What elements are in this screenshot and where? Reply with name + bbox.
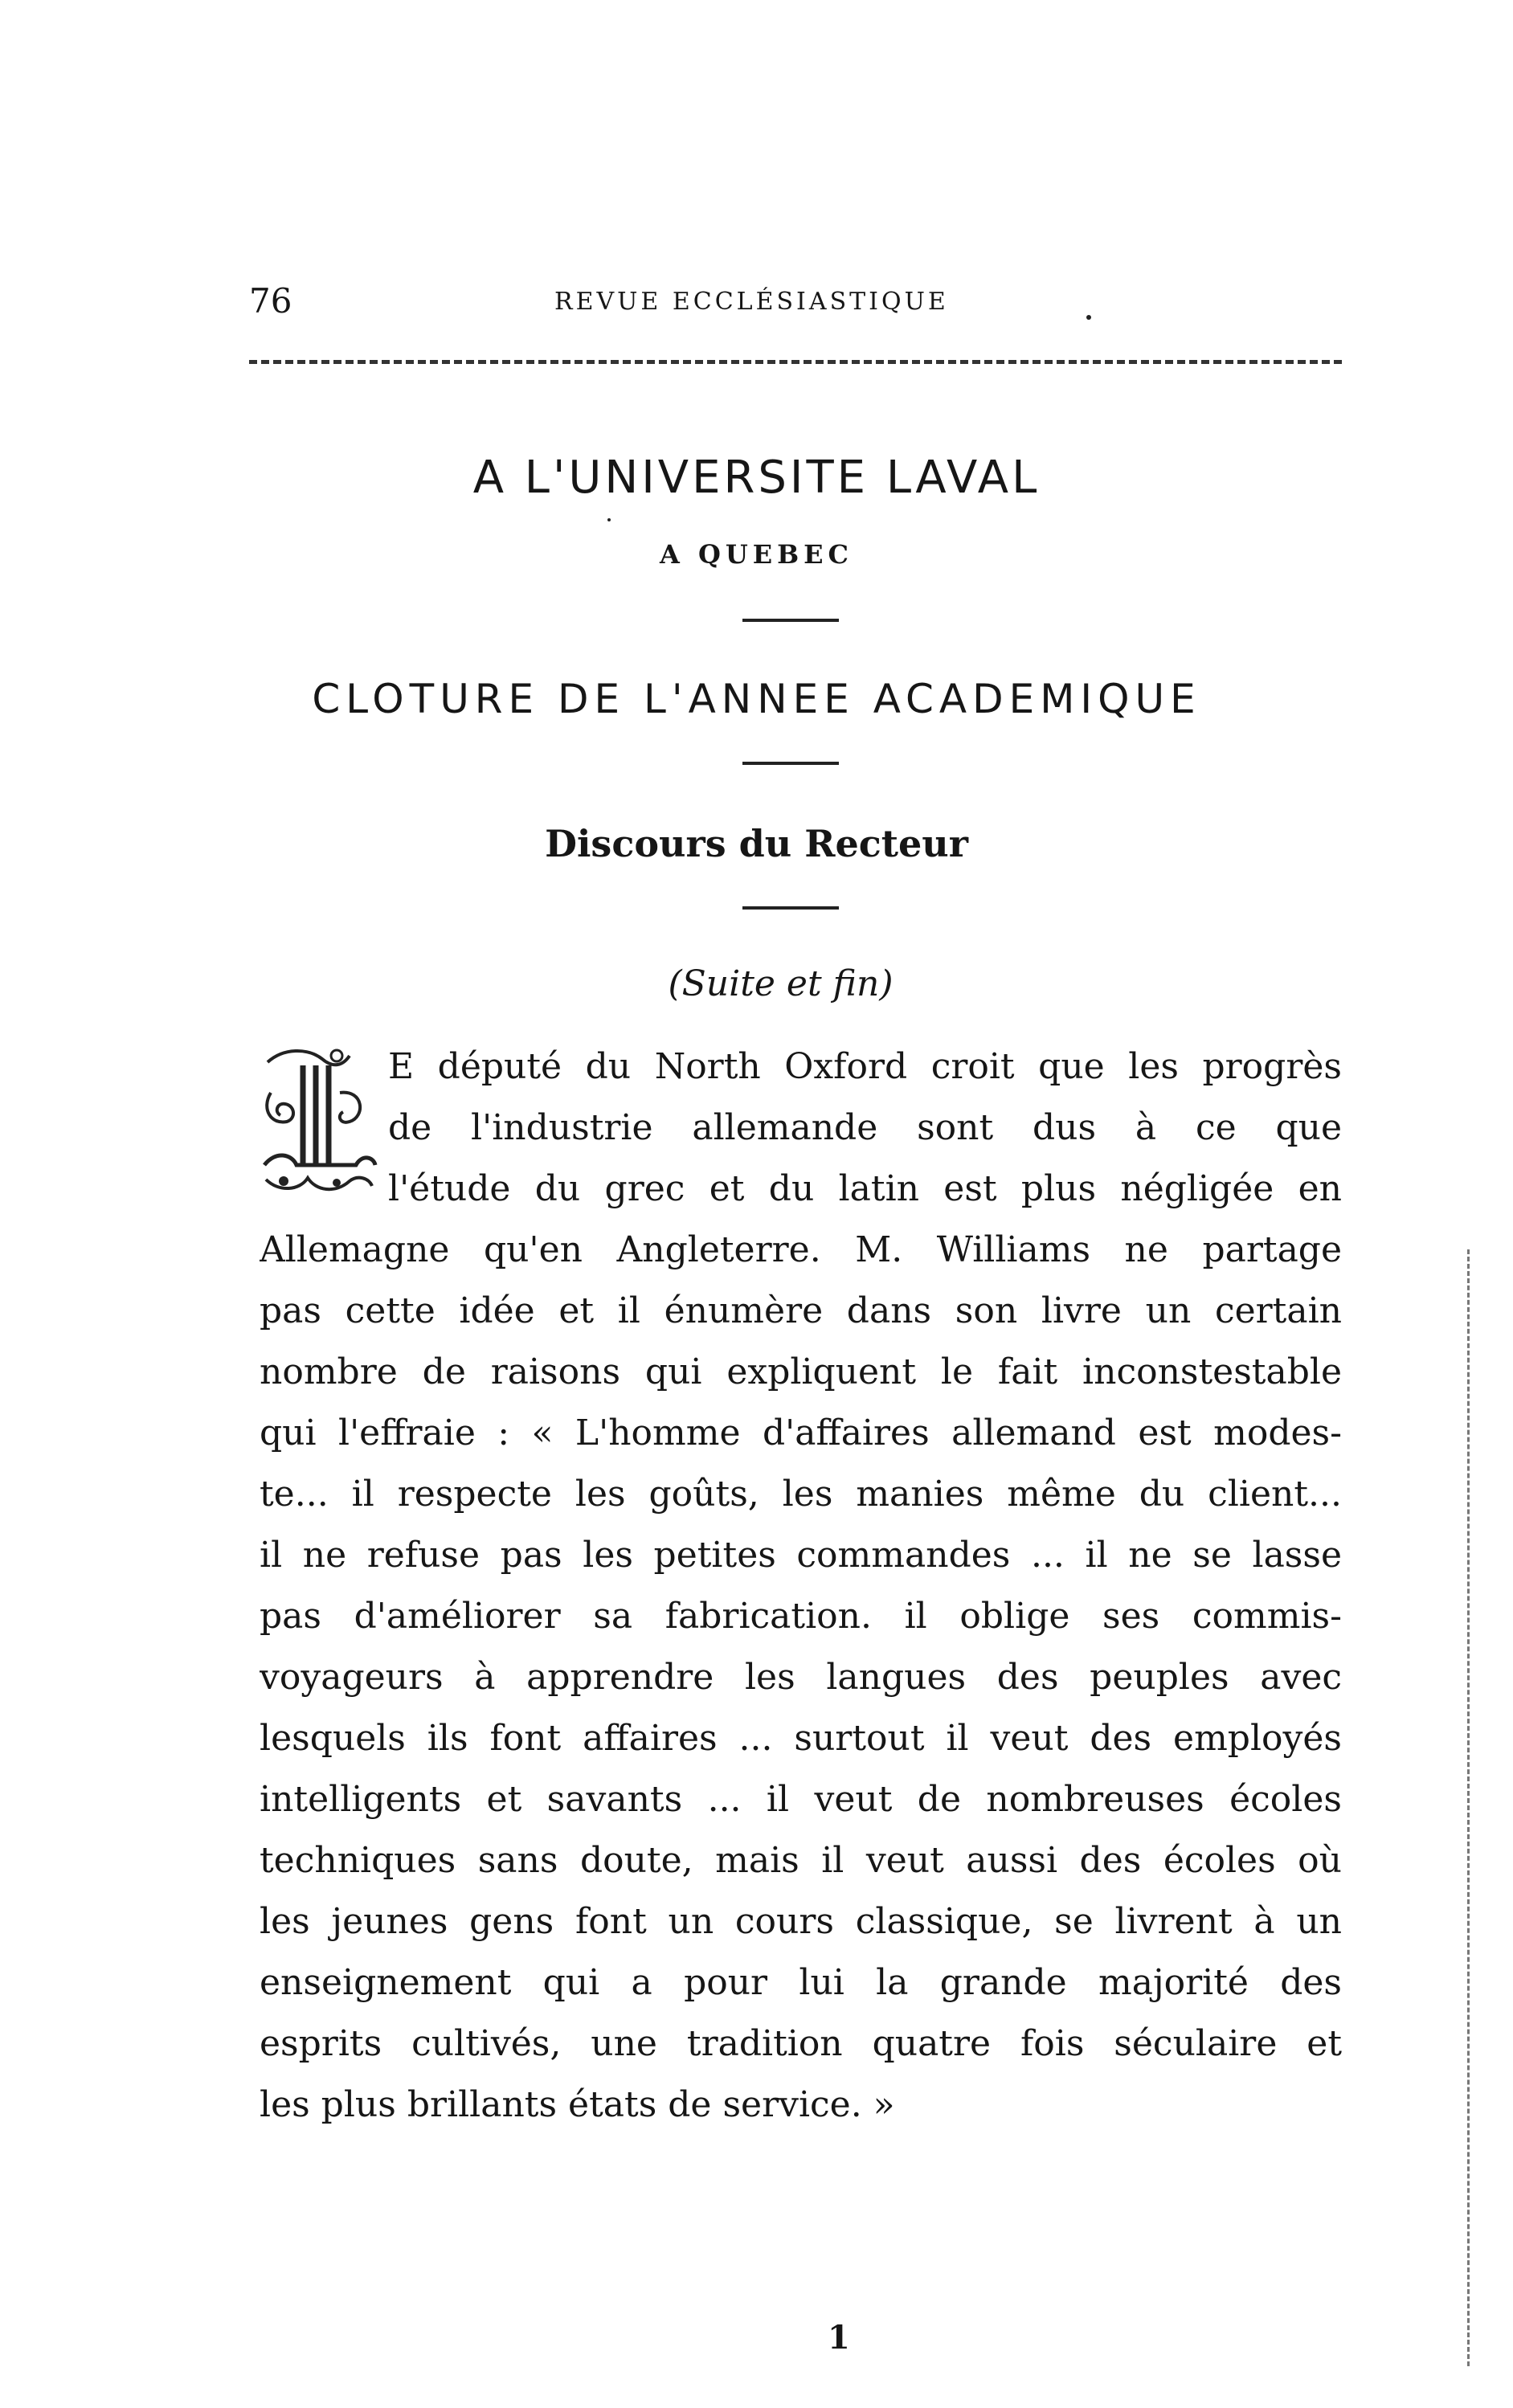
text-line: lesquels ils font affaires ... surtout il veut des employés	[260, 1718, 1342, 1759]
ornamental-initial-icon	[260, 1045, 380, 1205]
text-line: esprits cultivés, une tradition quatre fois séculaire et	[260, 2023, 1342, 2064]
text-line: il ne refuse pas les petites commandes ... il ne se lasse	[260, 1535, 1342, 1576]
text-line: l'étude du grec et du latin est plus négligée en	[388, 1168, 1342, 1209]
scan-edge-line	[1467, 1249, 1470, 2366]
text-line: Allemagne qu'en Angleterre. M. Williams ne partage	[260, 1229, 1342, 1270]
text-line: de l'industrie allemande sont dus à ce que	[388, 1107, 1342, 1148]
text-line: E député du North Oxford croit que les progrès	[388, 1046, 1342, 1087]
text-line: intelligents et savants ... il veut de nombreuses écoles	[260, 1779, 1342, 1820]
signature-mark: 1	[828, 2319, 850, 2357]
text-line: les plus brillants états de service. »	[260, 2084, 895, 2125]
text-line: techniques sans doute, mais il veut aussi des écoles où	[260, 1840, 1342, 1881]
separator-rule	[742, 906, 839, 910]
continuation-note: (Suite et fin)	[668, 963, 893, 1004]
text-line: voyageurs à apprendre les langues des peuples avec	[260, 1657, 1342, 1698]
text-line: enseignement qui a pour lui la grande majorité des	[260, 1962, 1342, 2003]
text-line: les jeunes gens font un cours classique, se livrent à un	[260, 1901, 1342, 1942]
print-speck	[1086, 315, 1091, 320]
text-line: te... il respecte les goûts, les manies même du client...	[260, 1474, 1342, 1515]
page-number: 76	[249, 281, 292, 321]
header-rule	[249, 360, 1342, 364]
text-line: pas d'améliorer sa fabrication. il oblige ses commis-	[260, 1596, 1342, 1637]
article-place: A QUEBEC	[659, 539, 854, 570]
text-line: pas cette idée et il énumère dans son livre un certain	[260, 1290, 1342, 1331]
journal-title: REVUE ECCLÉSIASTIQUE	[554, 288, 949, 316]
section-title: CLOTURE DE L'ANNEE ACADEMIQUE	[312, 676, 1201, 722]
text-line: nombre de raisons qui expliquent le fait inconstestable	[260, 1351, 1342, 1392]
separator-rule	[742, 619, 839, 622]
separator-rule	[742, 762, 839, 765]
running-head	[249, 277, 1342, 325]
article-title: A L'UNIVERSITE LAVAL	[472, 452, 1041, 504]
print-speck	[607, 518, 611, 521]
text-line: qui l'effraie : « L'homme d'affaires allemand est modes-	[260, 1413, 1342, 1453]
speech-subtitle: Discours du Recteur	[545, 822, 968, 865]
